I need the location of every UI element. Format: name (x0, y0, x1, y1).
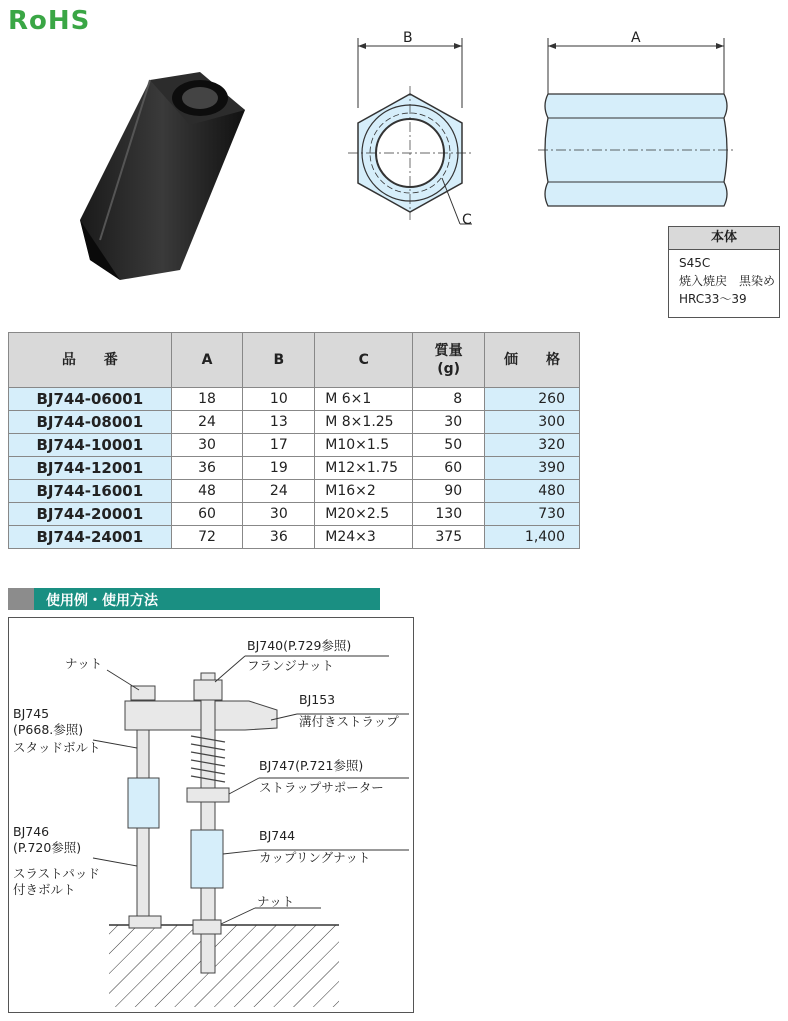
label-bj746-name2: 付きボルト (13, 882, 76, 897)
cell-a: 18 (171, 388, 243, 411)
material-line: HRC33～39 (679, 292, 747, 306)
header-mass-unit: (g) (437, 361, 461, 377)
label-bj153-code: BJ153 (299, 692, 336, 707)
cell-price: 480 (485, 480, 580, 503)
usage-section-bar (8, 588, 380, 610)
cell-price: 1,400 (485, 526, 580, 549)
table-row (9, 434, 580, 457)
label-bj746-code: BJ746 (13, 824, 50, 839)
table-row (9, 526, 580, 549)
label-bj740-code: BJ740(P.729参照) (247, 638, 352, 653)
cell-c: M20×2.5 (315, 503, 413, 526)
part-number: BJ744-20001 (9, 503, 172, 526)
cell-c: M10×1.5 (315, 434, 413, 457)
cell-a: 24 (171, 411, 243, 434)
material-header: 本体 (669, 227, 779, 250)
dim-b-label: B (403, 30, 413, 46)
label-bj745-name: スタッドボルト (13, 740, 101, 755)
label-bj153-name: 溝付きストラップ (299, 714, 399, 729)
header-price: 価 格 (485, 333, 580, 388)
label-bj745-code: BJ745 (13, 706, 50, 721)
part-number: BJ744-06001 (9, 388, 172, 411)
side-view-drawing (530, 28, 740, 218)
cell-c: M24×3 (315, 526, 413, 549)
label-nut-bottom: ナット (257, 894, 295, 909)
cell-b: 13 (243, 411, 315, 434)
cell-a: 48 (171, 480, 243, 503)
usage-diagram (9, 618, 413, 1012)
cell-price: 730 (485, 503, 580, 526)
dim-a-label: A (631, 30, 641, 46)
cell-a: 36 (171, 457, 243, 480)
section-marker (8, 588, 34, 610)
label-bj744-name: カップリングナット (259, 850, 371, 865)
cell-price: 260 (485, 388, 580, 411)
cell-mass: 90 (413, 480, 485, 503)
cell-mass: 375 (413, 526, 485, 549)
label-nut-top: ナット (65, 656, 103, 671)
usage-panel (8, 617, 414, 1013)
label-bj747-name: ストラップサポーター (259, 780, 384, 795)
cell-c: M 6×1 (315, 388, 413, 411)
cell-price: 300 (485, 411, 580, 434)
material-box (668, 226, 780, 318)
cell-c: M12×1.75 (315, 457, 413, 480)
rohs-logo: RoHS (8, 6, 91, 36)
header-part: 品 番 (9, 333, 172, 388)
cell-a: 72 (171, 526, 243, 549)
table-row (9, 411, 580, 434)
part-number: BJ744-24001 (9, 526, 172, 549)
label-bj746-ref: (P.720参照) (13, 840, 82, 855)
label-bj744-code: BJ744 (259, 828, 296, 843)
dim-c-label: C (462, 212, 472, 228)
cell-price: 320 (485, 434, 580, 457)
cell-b: 36 (243, 526, 315, 549)
table-row (9, 457, 580, 480)
header-a: A (171, 333, 243, 388)
cell-mass: 130 (413, 503, 485, 526)
part-number: BJ744-16001 (9, 480, 172, 503)
cell-a: 30 (171, 434, 243, 457)
cell-b: 17 (243, 434, 315, 457)
spec-table (8, 332, 580, 549)
cell-mass: 8 (413, 388, 485, 411)
table-row (9, 503, 580, 526)
label-bj740-name: フランジナット (247, 658, 334, 673)
product-photo (60, 70, 260, 290)
end-view-drawing (330, 28, 490, 238)
cell-a: 60 (171, 503, 243, 526)
label-bj746-name1: スラストパッド (13, 866, 100, 881)
material-line: S45C (679, 256, 711, 270)
label-bj747-code: BJ747(P.721参照) (259, 758, 364, 773)
header-b: B (243, 333, 315, 388)
header-mass (413, 333, 485, 388)
cell-b: 10 (243, 388, 315, 411)
cell-b: 19 (243, 457, 315, 480)
table-row (9, 480, 580, 503)
usage-section-title: 使用例・使用方法 (46, 593, 158, 609)
cell-c: M16×2 (315, 480, 413, 503)
cell-mass: 30 (413, 411, 485, 434)
cell-c: M 8×1.25 (315, 411, 413, 434)
header-mass-label: 質量 (434, 343, 463, 359)
label-bj745-ref: (P668.参照) (13, 722, 84, 737)
part-number: BJ744-10001 (9, 434, 172, 457)
table-row (9, 388, 580, 411)
cell-mass: 60 (413, 457, 485, 480)
part-number: BJ744-08001 (9, 411, 172, 434)
table-header-row (9, 333, 580, 388)
material-line: 焼入焼戻 黒染め (679, 274, 776, 288)
part-number: BJ744-12001 (9, 457, 172, 480)
cell-mass: 50 (413, 434, 485, 457)
cell-price: 390 (485, 457, 580, 480)
cell-b: 30 (243, 503, 315, 526)
header-c: C (315, 333, 413, 388)
cell-b: 24 (243, 480, 315, 503)
